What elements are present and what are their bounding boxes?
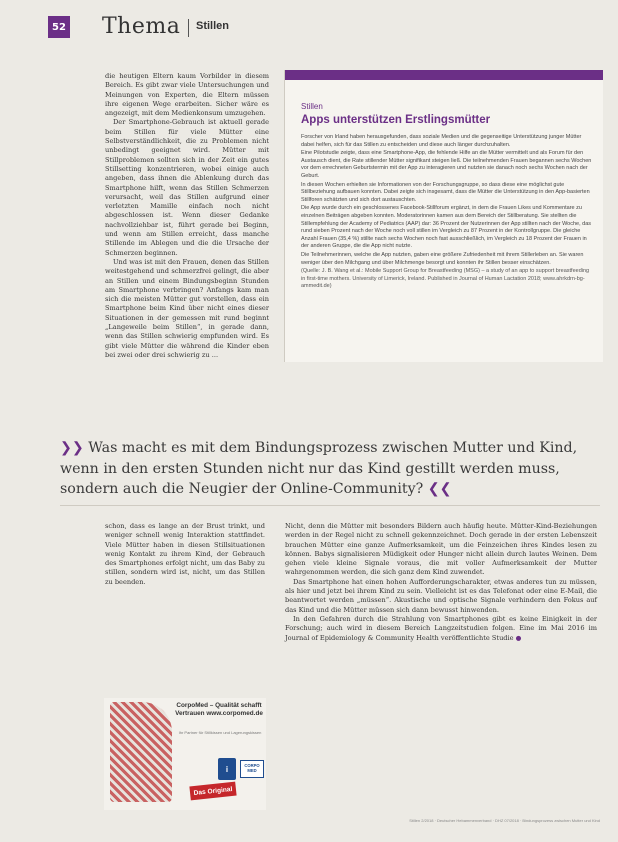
paragraph: Und was ist mit den Frauen, denen das Stillen weitestgehend und schmerzfrei gelingt, die aber an Stillen und einem Bindungsbeginn Stunden am Smartphone verbringen? Anfangs kam man sich die meisten Mütter gut vorstellen, dass ein Smartphone beim Kind über nicht eines dieser Situationen in der gemessen mit rund beginnt „Langeweile beim Stillen“, in gerade dann, wenn das Stillen schwierig empfunden wird. Es gibt viele Mütter die während die Kinder eben bei zwei oder drei schwierig zu ...	[105, 257, 269, 359]
ad-quality-seal-icon: i	[218, 758, 236, 780]
sidebar-accent-bar	[285, 70, 603, 80]
sidebar-paragraph: Die Teilnehmerinnen, welche die App nutzten, gaben eine größere Zufriedenheit mit ihrem Stillerleben an. Sie waren weniger über den Milchgang und über Milchmenge besorgt und konnten ihr Stillen besser einschätzen.	[301, 251, 584, 266]
paragraph: Nicht, denn die Mütter mit besonders Bildern auch häufig heute. Mütter-Kind-Beziehungen werden in der Regel nicht zu schnell gekennzeichnet. Doch gerade in der ersten Lebenszeit brauchen Mütter eine ganze Aufmerksamkeit, um die Feinzeichen ihres Kindes lesen zu können. Babys signalisieren Müdigkeit oder Hunger nicht allein durch lautes Weinen. Dem gehen viele kleine Signale voraus, die mit voller Aufmerksamkeit der Mutter wahrgenommen werden, die sich ganz dem Kind zuwendet.	[285, 522, 597, 577]
sidebar-label: Stillen	[301, 102, 323, 111]
section-subtitle: Stillen	[196, 20, 230, 32]
sidebar-title: Apps unterstützen Erstlingsmütter	[301, 114, 491, 126]
advertisement[interactable]	[104, 698, 266, 810]
page-number: 52	[48, 16, 70, 38]
sidebar-paragraph: Forscher von Irland haben herausgefunden, dass soziale Medien und die gegenseitige Unterstützung junger Mütter dabei helfen, sich für das Stillen zu entscheiden und diese auch länger durchzuhalten.	[301, 134, 582, 148]
sidebar-body	[301, 134, 593, 356]
quote-open-icon: ❯❯	[60, 440, 84, 456]
sidebar-paragraph: In diesen Wochen erhielten sie Informationen von der Forschungsgruppe, so dass diese eine möglichst gute Stillbeziehung aufbauen konnten. Dabei zeigte sich insgesamt, dass die Mütter die Unterstützung in den App-basierten Stillforen schätzten und sich dort austauschten.	[301, 181, 590, 203]
ad-brand-logo: CORPO MED	[240, 760, 264, 778]
paragraph: Der Smartphone-Gebrauch ist aktuell gerade beim Stillen für viele Mütter eine Selbstverständlichkeit, die zu Problemen nicht unbedingt geeignet wird. Mütter mit Stillproblemen sollten sich in der Zeit ein gutes Stillsetting konzentrieren, wobei einige auch angeben, dass ihnen die Ablenkung durch das Smartphone hilft, wenn das Stillen Schmerzen verursacht, weil das Stillen aufgrund einer verletzten Mamille einfach noch nicht abgeschlossen ist. Wenn dieser Gedanke nachvollziehbar ist, führt gerade bei Beginn, und wenn am Stillen erreicht, dass manche Stillende im Ablegen und die die Ursache der Schmerzen beginnen.	[105, 118, 269, 257]
end-of-article-icon: ●	[515, 633, 522, 642]
ad-original-badge: Das Original	[189, 782, 236, 801]
header-divider	[188, 19, 189, 37]
sidebar-paragraph: Die App wurde durch ein geschlossenes Facebook-Stillforum ergänzt, in dem die Frauen Likes und Kommentare zu einzelnen Beiträgen abgeben konnten. Moderatorinnen kamen aus dem Bereich der Stillberatung. Sie stellten die Stillempfehlung der Academy of Pediatrics (AAP) dar: 36 Prozent der Nutzerinnen der App stillten nach der Woche, das rund sieben Prozent nach der Woche noch voll stillen im Vergleich zu 87 Prozent in der Kontrollgruppe. Die gleiche Anzahl Frauen (35,4 %) stillte nach sechs Wochen noch fast ausschließlich, im Vergleich zu 18 Prozent der Frauen in der anderen Gruppe, die die App nicht nutzte.	[301, 205, 592, 250]
divider	[60, 505, 600, 506]
page-footer: Stillen 2/2018 · Deutscher Hebammenverband · DHZ 07/2018 · Bindungsprozess zwischen Mutter und Kind	[409, 818, 600, 823]
article-column-right	[285, 522, 597, 810]
section-title: Thema	[102, 14, 181, 39]
pull-quote	[60, 438, 600, 500]
article-column-lower-left: schon, dass es lange an der Brust trinkt, und weniger schnell wenig Interaktion stattfindet. Viele Mütter haben in diesen Stillsituationen wenig Kontakt zu ihrem Kind, der Gebrauch des Smartphones erfolgt nicht, um das Baby zu stillen, sondern wird ist, nicht, um das Stillen zu beenden.	[105, 522, 265, 586]
ad-headline: CorpoMed – Qualität schafft Vertrauen www.corpomed.de	[175, 702, 263, 718]
sidebar-reference: (Quelle: J. B. Wang et al.: Mobile Support Group for Breastfeeding (MSG) – a study of an app to support breastfeeding in first-time mothers. University of Limerick, Ireland. Published in Journal of Human Lactation 2018; www.ahrkdrn-bg-ammedit.de)	[301, 268, 590, 290]
paragraph	[285, 615, 597, 643]
article-column-left	[105, 72, 269, 359]
sidebar-box	[284, 70, 603, 362]
ad-product-image	[110, 702, 172, 802]
paragraph: Das Smartphone hat einen hohen Aufforderungscharakter, etwas anderes tun zu müssen, als hier und jetzt bei ihrem Kind zu sein. Vielleicht ist es das Telefonat oder eine E-Mail, die beantwortet werden „müssen“. Akustische und optische Signale verhindern den Fokus auf das Kind und die Mütter müssen sich dann bewusst hinwenden.	[285, 577, 597, 614]
pull-quote-text: Was macht es mit dem Bindungsprozess zwischen Mutter und Kind, wenn in den ersten Stunden nicht nur das Kind gestillt werden muss, sondern auch die Neugier der Online-Community?	[60, 440, 578, 497]
sidebar-paragraph: Eine Pilotstudie zeigte, dass eine Smartphone-App, die fehlende Hilfe an die Mütter vermittelt und als Forum für den Austausch dient, die Rate stillender Mütter signifikant steigen ließ. Die teilnehmenden Frauen begannen sechs Wochen vor dem errechneten Geburtstermin mit der App zu interagieren und nutzten sie danach noch sechs Wochen nach der Geburt.	[301, 150, 592, 179]
quote-close-icon: ❮❮	[427, 481, 452, 497]
ad-small-print: Ihr Partner für Stillkissen und Lagerungskissen	[178, 730, 262, 735]
paragraph-text: In den Gefahren durch die Strahlung von Smartphones gibt es keine Einigkeit in der Forschung; auch wird in diesem Bereich Langzeitstudien folgen. Eine im Mai 2016 im Journal of Epidemiology & Community Health veröffentlichte Studie	[285, 614, 597, 642]
paragraph: die heutigen Eltern kaum Vorbilder in diesem Bereich. Es gibt zwar viele Untersuchungen und Meinungen von Experten, die Eltern müssen ihre eigenen Wege erarbeiten. Sicher wäre es angezeigt, mit dem Medienkonsum umzugehen.	[105, 72, 269, 118]
